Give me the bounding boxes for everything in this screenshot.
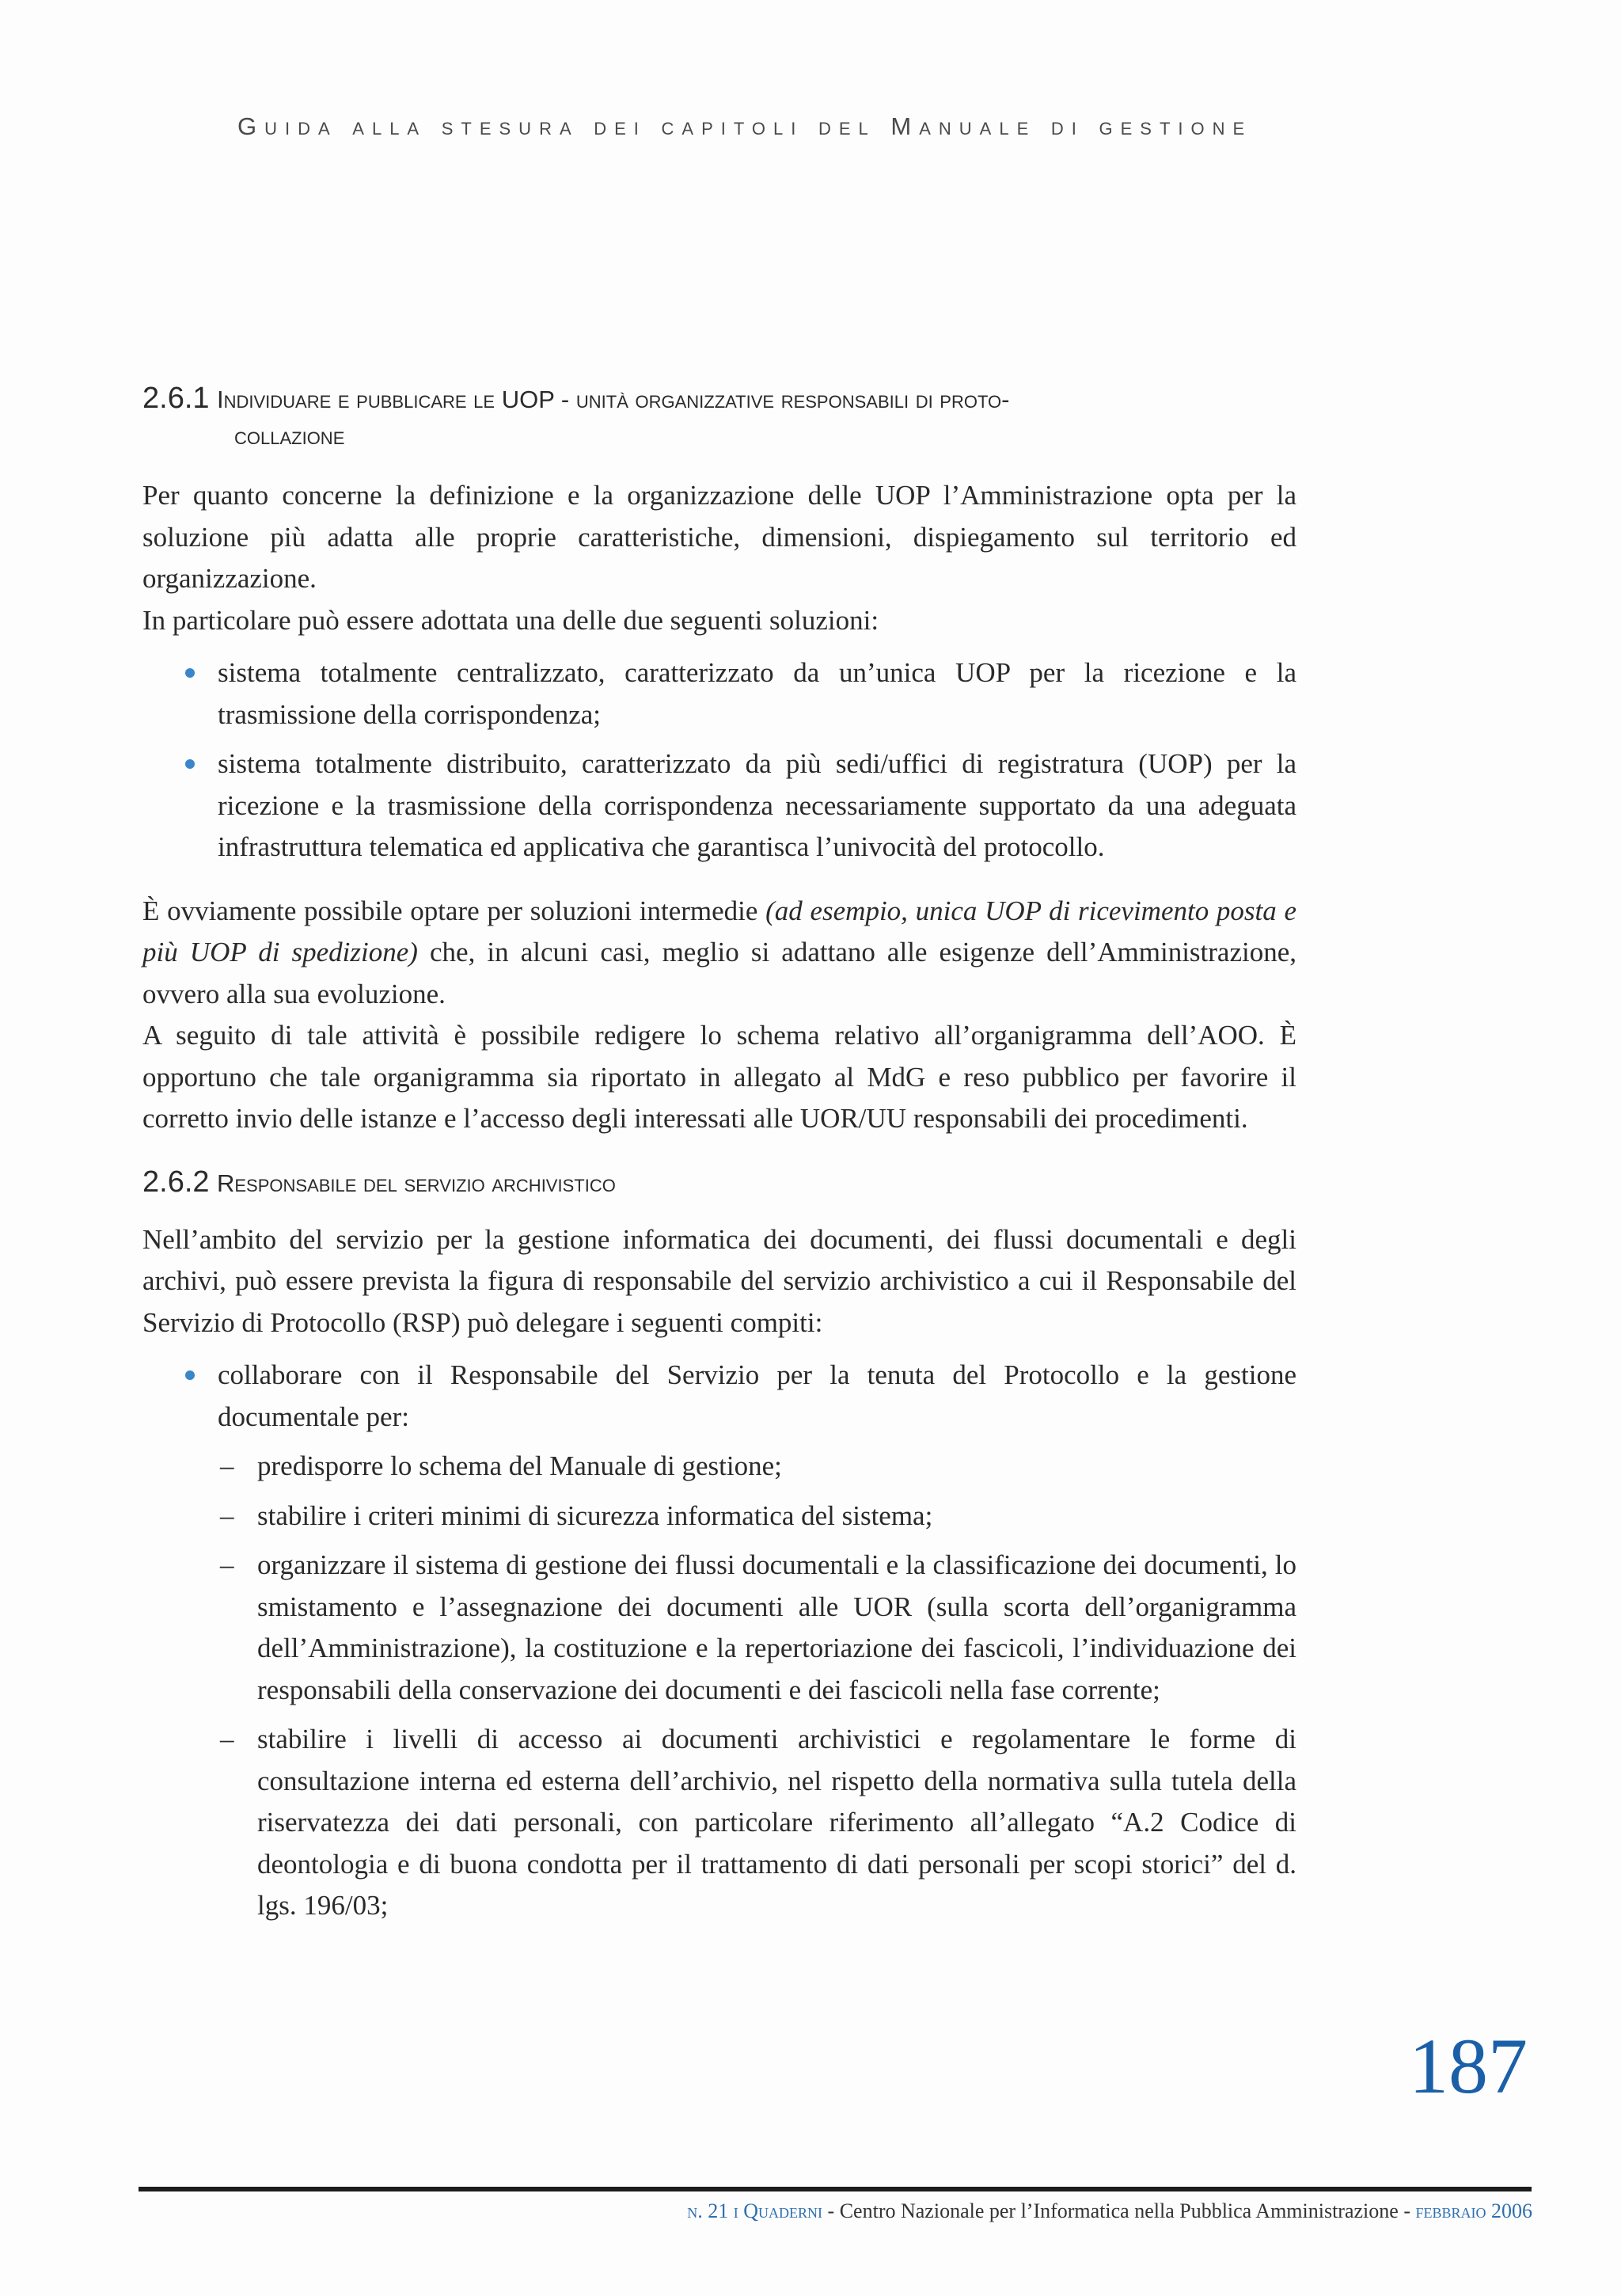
section-heading-2-6-1 bbox=[142, 380, 1296, 454]
paragraph: A seguito di tale attività è possibile redigere lo schema relativo all’organigramma dell’AOO. È opportuno che tale organigramma sia riportato in allegato al MdG e reso pubblico per favorire il corretto invio delle istanze e l’accesso degli interessati alle UOR/UU responsabili dei procedimenti. bbox=[142, 1020, 1296, 1134]
italic-example: (ad esempio, unica UOP di ricevimento posta e più UOP di spedizione) bbox=[142, 895, 1296, 967]
bullet-item bbox=[142, 652, 1296, 736]
section-number: 2.6.1 bbox=[142, 382, 210, 415]
dash-icon: – bbox=[220, 1724, 234, 1754]
dash-item bbox=[142, 1545, 1296, 1711]
section-title: Individuare e pubblicare le UOP - unità organizzative responsabili di proto- bbox=[216, 386, 1010, 413]
dash-icon: – bbox=[220, 1549, 234, 1580]
dash-item bbox=[142, 1446, 1296, 1488]
bullet-icon bbox=[185, 759, 195, 769]
footer-separator: - bbox=[822, 2199, 840, 2222]
dash-item bbox=[142, 1719, 1296, 1927]
section-heading-2-6-2 bbox=[142, 1164, 1296, 1202]
footer-issue: n. 21 i Quaderni bbox=[687, 2199, 823, 2222]
paragraph: In particolare può essere adottata una delle due seguenti soluzioni: bbox=[142, 604, 879, 636]
bullet-item bbox=[142, 743, 1296, 869]
dash-item bbox=[142, 1496, 1296, 1538]
paragraph-text: che, in alcuni casi, meglio si adattano alle esigenze dell’Amministrazione, ovvero alla sua evoluzione. bbox=[142, 937, 1296, 1009]
paragraph: Nell’ambito del servizio per la gestione informatica dei documenti, dei flussi documentali e degli archivi, può essere prevista la figura di responsabile del servizio archivistico a cui il Responsabile del Servizio di Protocollo (RSP) può delegare i seguenti compiti: bbox=[142, 1223, 1296, 1338]
footer-rule bbox=[139, 2187, 1532, 2191]
section-number: 2.6.2 bbox=[142, 1165, 210, 1199]
footer bbox=[687, 2199, 1532, 2223]
paragraph-text: È ovviamente possibile optare per soluzioni intermedie bbox=[142, 895, 766, 926]
section-title-cont: collazione bbox=[234, 422, 345, 450]
bullet-list bbox=[142, 652, 1296, 869]
bullet-text: sistema totalmente distribuito, caratterizzato da più sedi/uffici di registratura (UOP) per la ricezione e la trasmissione della corrispondenza necessariamente supportato da una adeguata infrastruttura telematica ed applicativa che garantisca l’univocità del protocollo. bbox=[218, 748, 1296, 862]
bullet-icon bbox=[185, 668, 195, 678]
dash-icon: – bbox=[220, 1500, 234, 1531]
footer-publisher: Centro Nazionale per l’Informatica nella Pubblica Amministrazione bbox=[839, 2199, 1399, 2222]
bullet-text: sistema totalmente centralizzato, caratterizzato da un’unica UOP per la ricezione e la trasmissione della corrispondenza; bbox=[218, 657, 1296, 730]
page-number: 187 bbox=[1409, 2022, 1528, 2110]
bullet-text: collaborare con il Responsabile del Servizio per la tenuta del Protocollo e la gestione documentale per: bbox=[218, 1359, 1296, 1432]
bullet-item bbox=[142, 1355, 1296, 1438]
dash-text: stabilire i criteri minimi di sicurezza informatica del sistema; bbox=[257, 1500, 933, 1531]
dash-text: stabilire i livelli di accesso ai documenti archivistici e regolamentare le forme di consultazione interna ed esterna dell’archivio, nel rispetto della normativa sulla tutela della riservatezza dei dati personali, con particolare riferimento all’allegato “A.2 Codice di deontologia e di buona condotta per il trattamento di dati personali per scopi storici” del d. lgs. 196/03; bbox=[257, 1724, 1296, 1921]
bullet-list bbox=[142, 1355, 1296, 1438]
paragraph bbox=[142, 891, 1296, 1016]
footer-date: febbraio 2006 bbox=[1415, 2199, 1532, 2222]
dash-text: organizzare il sistema di gestione dei flussi documentali e la classificazione dei documenti, lo smistamento e l’assegnazione dei documenti alle UOR (sulla scorta dell’organigramma dell’Amministrazione), la costituzione e la repertoriazione dei fascicoli, l’individuazione dei responsabili della conservazione dei documenti e dei fascicoli nella fase corrente; bbox=[257, 1549, 1296, 1705]
footer-separator: - bbox=[1398, 2199, 1416, 2222]
running-header: Guida alla stesura dei capitoli del Manuale di gestione bbox=[237, 112, 1253, 140]
dash-icon: – bbox=[220, 1450, 234, 1481]
paragraph: Per quanto concerne la definizione e la organizzazione delle UOP l’Amministrazione opta per la soluzione più adatta alle proprie caratteristiche, dimensioni, dispiegamento sul territorio ed organizzazione. bbox=[142, 480, 1296, 594]
dash-list bbox=[142, 1446, 1296, 1927]
page-content bbox=[142, 380, 1296, 1935]
dash-text: predisporre lo schema del Manuale di gestione; bbox=[257, 1450, 782, 1481]
bullet-icon bbox=[185, 1370, 195, 1380]
section-title: Responsabile del servizio archivistico bbox=[216, 1169, 616, 1197]
